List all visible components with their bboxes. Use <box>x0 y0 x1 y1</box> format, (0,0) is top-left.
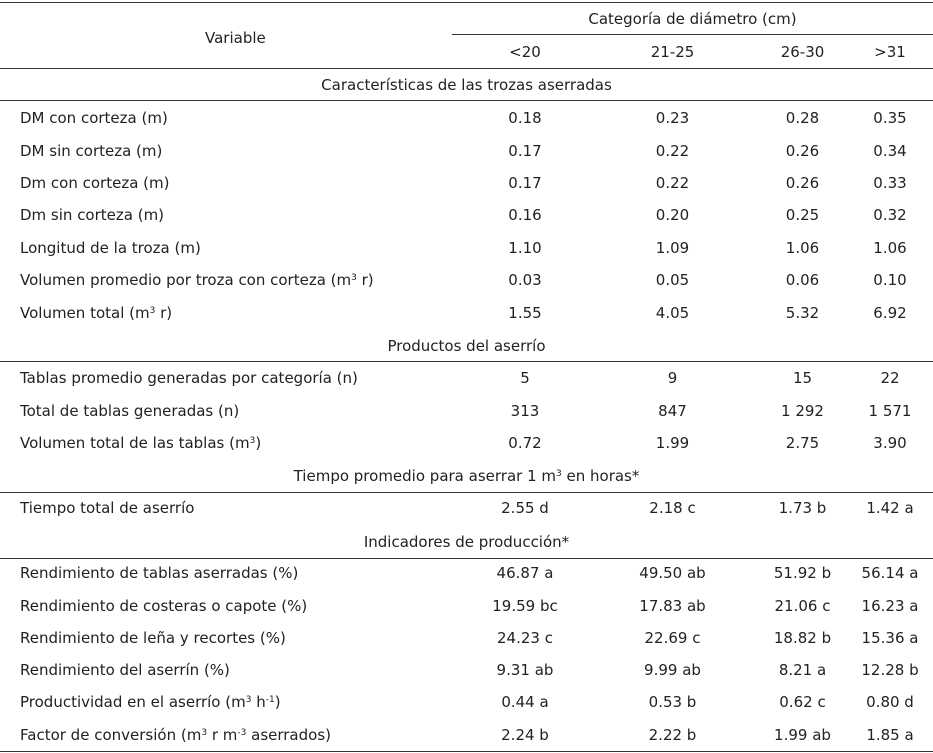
row-label: Rendimiento del aserrín (%) <box>20 661 230 679</box>
row-label: Rendimiento de tablas aserradas (%) <box>20 564 299 582</box>
cell-value: 2.22 b <box>648 726 697 744</box>
cell-value: 0.28 <box>785 109 820 127</box>
cell-value: 21.06 c <box>774 597 831 615</box>
cell-value: 1 292 <box>781 402 824 420</box>
cell-value: 0.17 <box>508 142 542 160</box>
cell-value: 0.06 <box>785 271 820 289</box>
variable-header: Variable <box>205 29 266 47</box>
table-top-rule <box>0 2 933 3</box>
row-label: Factor de conversión ($m^3$ r $m^{-3}$ aserrados) <box>20 726 331 744</box>
cell-value: 1.99 <box>655 434 690 452</box>
row-label: Volumen promedio por troza con corteza ($m^3$ r) <box>20 271 374 289</box>
cell-value: 9 <box>667 369 678 387</box>
row-label: Volumen total ($m^3$ r) <box>20 304 173 322</box>
table-bottom-rule <box>0 751 933 752</box>
row-label: Dm con corteza (m) <box>20 174 170 192</box>
cell-value: 49.50 ab <box>639 564 706 582</box>
cell-value: 2.55 d <box>501 499 549 517</box>
row-label: Productividad en el aserrío ($m^3$ $h^{-1}$) <box>20 693 281 711</box>
section-rule <box>0 100 933 101</box>
cell-value: 0.05 <box>655 271 690 289</box>
category-header: <20 <box>509 43 541 61</box>
row-label: Longitud de la troza (m) <box>20 239 201 257</box>
row-label: Total de tablas generadas (n) <box>20 402 240 420</box>
section-title: Tiempo promedio para aserrar 1 $m^3$ en horas* <box>293 467 640 485</box>
cell-value: 4.05 <box>655 304 690 322</box>
cell-value: 22.69 c <box>644 629 701 647</box>
row-label: DM con corteza (m) <box>20 109 168 127</box>
row-label: Rendimiento de costeras o capote (%) <box>20 597 308 615</box>
cell-value: 2.18 c <box>649 499 696 517</box>
cell-value: 1.42 a <box>866 499 914 517</box>
cell-value: 1 571 <box>868 402 912 420</box>
cell-value: 0.53 b <box>648 693 697 711</box>
section-title: Productos del aserrío <box>387 337 546 355</box>
cell-value: 0.44 a <box>501 693 549 711</box>
section-rule <box>0 492 933 493</box>
cell-value: 847 <box>658 402 687 420</box>
cell-value: 0.32 <box>873 206 907 224</box>
section-title: Características de las trozas aserradas <box>321 76 612 94</box>
cell-value: 0.20 <box>655 206 690 224</box>
cell-value: 1.06 <box>785 239 820 257</box>
cell-value: 15 <box>792 369 813 387</box>
cell-value: 1.99 ab <box>774 726 831 744</box>
row-label: Tablas promedio generadas por categoría (n) <box>20 369 358 387</box>
category-header: 26-30 <box>780 43 825 61</box>
cell-value: 8.21 a <box>778 661 827 679</box>
section-rule <box>0 361 933 362</box>
cell-value: 0.03 <box>508 271 542 289</box>
cell-value: 0.22 <box>655 142 690 160</box>
cell-value: 1.73 b <box>778 499 827 517</box>
cell-value: 15.36 a <box>861 629 919 647</box>
cell-value: 0.17 <box>508 174 542 192</box>
cell-value: 22 <box>880 369 900 387</box>
header-bottom-rule <box>0 68 933 69</box>
cell-value: 2.24 b <box>501 726 549 744</box>
cell-value: 0.25 <box>785 206 820 224</box>
cell-value: 1.09 <box>655 239 690 257</box>
cell-value: 3.90 <box>873 434 907 452</box>
cell-value: 0.26 <box>785 174 820 192</box>
cell-value: 18.82 b <box>773 629 832 647</box>
cell-value: 2.75 <box>785 434 820 452</box>
row-label: Dm sin corteza (m) <box>20 206 165 224</box>
cell-value: 17.83 ab <box>639 597 706 615</box>
cell-value: 0.16 <box>508 206 542 224</box>
cell-value: 19.59 bc <box>492 597 558 615</box>
cell-value: 0.80 d <box>866 693 914 711</box>
cell-value: 16.23 a <box>861 597 919 615</box>
cell-value: 5 <box>520 369 530 387</box>
cell-value: 1.10 <box>508 239 542 257</box>
category-header: 21-25 <box>650 43 695 61</box>
cell-value: 0.35 <box>873 109 907 127</box>
cell-value: 24.23 c <box>497 629 553 647</box>
cell-value: 1.55 <box>508 304 542 322</box>
section-rule <box>0 558 933 559</box>
cell-value: 0.62 c <box>779 693 826 711</box>
cell-value: 0.33 <box>873 174 907 192</box>
cell-value: 0.10 <box>873 271 907 289</box>
cell-value: 9.99 ab <box>644 661 701 679</box>
cell-value: 0.72 <box>508 434 542 452</box>
cell-value: 0.34 <box>873 142 907 160</box>
cell-value: 5.32 <box>785 304 820 322</box>
cell-value: 9.31 ab <box>496 661 554 679</box>
cell-value: 46.87 a <box>496 564 554 582</box>
cell-value: 6.92 <box>873 304 907 322</box>
cell-value: 1.85 a <box>866 726 914 744</box>
category-header: >31 <box>874 43 906 61</box>
row-label: Volumen total de las tablas $(m^3)$ <box>20 434 262 452</box>
cell-value: 313 <box>510 402 540 420</box>
cell-value: 56.14 a <box>861 564 919 582</box>
diameter-category-header: Categoría de diámetro (cm) <box>588 10 797 28</box>
category-group-rule <box>452 34 933 35</box>
row-label: DM sin corteza (m) <box>20 142 163 160</box>
cell-value: 0.26 <box>785 142 820 160</box>
cell-value: 1.06 <box>873 239 907 257</box>
row-label: Tiempo total de aserrío <box>20 499 195 517</box>
section-title: Indicadores de producción* <box>363 533 570 551</box>
cell-value: 12.28 b <box>861 661 919 679</box>
cell-value: 0.18 <box>508 109 542 127</box>
cell-value: 0.22 <box>655 174 690 192</box>
cell-value: 0.23 <box>655 109 690 127</box>
cell-value: 51.92 b <box>773 564 832 582</box>
row-label: Rendimiento de leña y recortes (%) <box>20 629 286 647</box>
